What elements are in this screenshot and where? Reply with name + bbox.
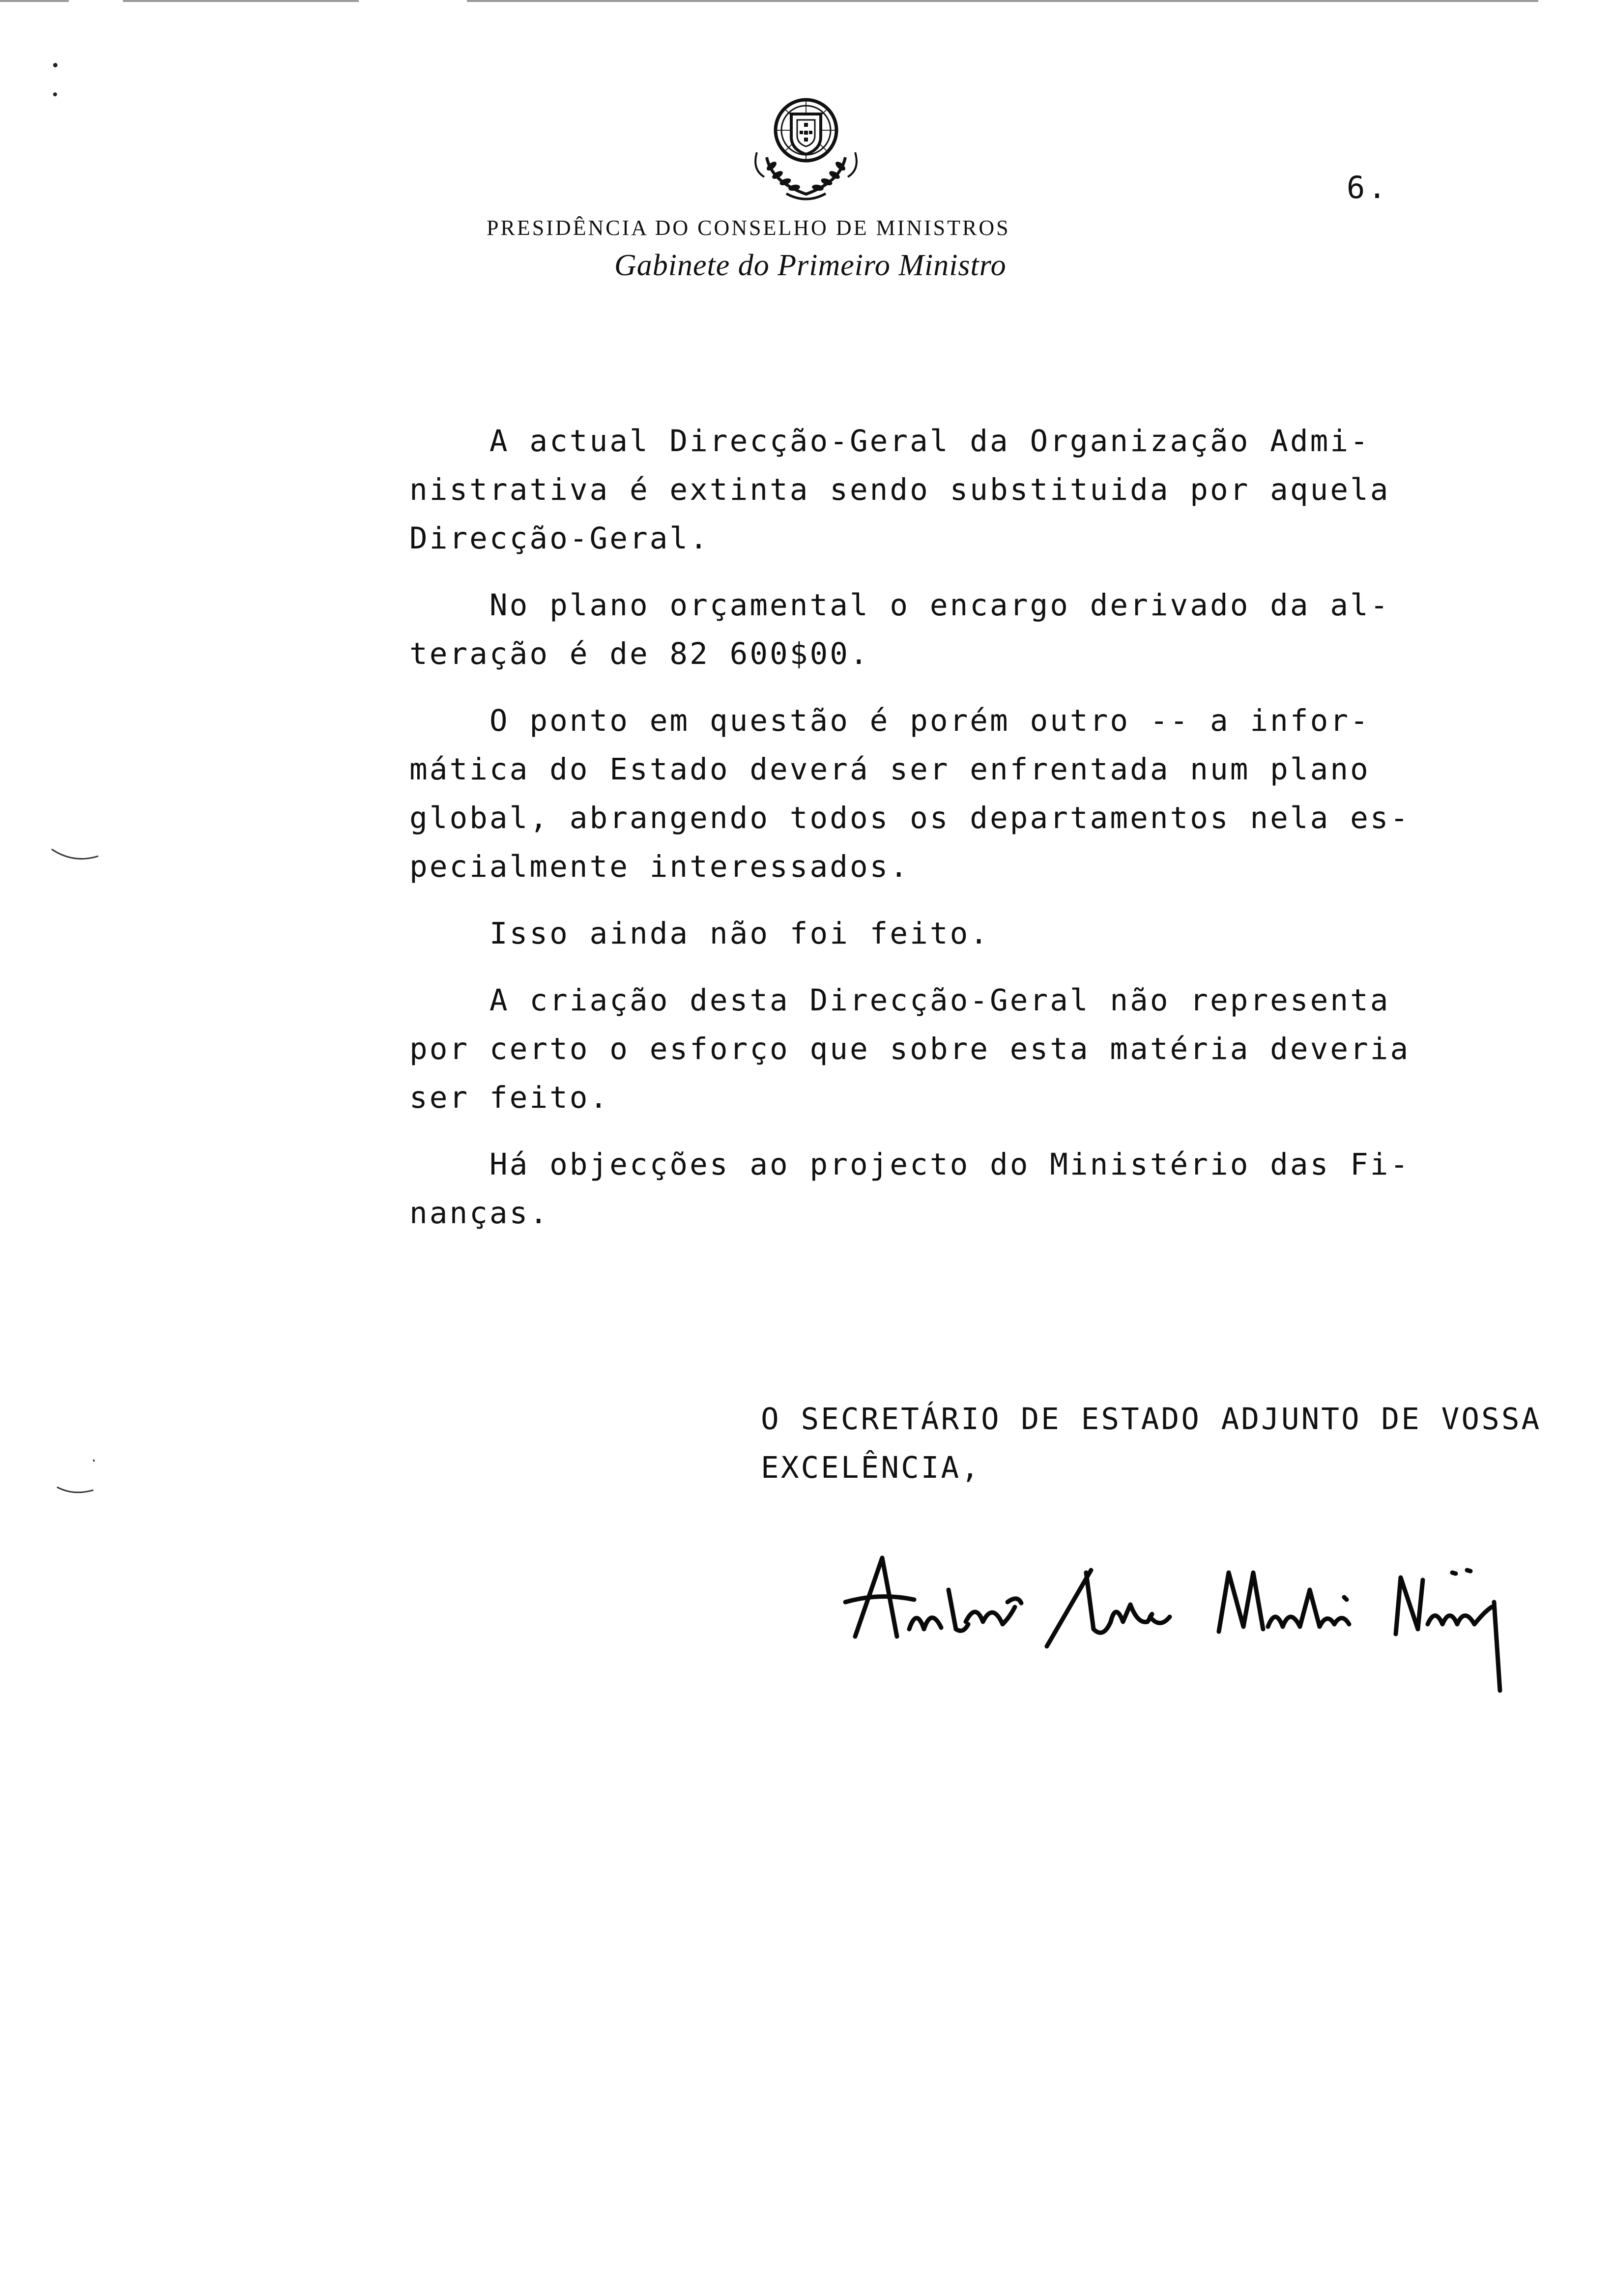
text-line: mática do Estado deverá ser enfrentada num plano — [409, 752, 1370, 787]
text-line: Isso ainda não foi feito. — [409, 916, 990, 951]
signoff-title-line: EXCELÊNCIA, — [761, 1450, 981, 1485]
text-line: nistrativa é extinta sendo substituida por aquela — [409, 472, 1390, 507]
text-line: teração é de 82 600$00. — [409, 636, 870, 671]
paragraph-5 — [409, 976, 1451, 1122]
paragraph-1 — [409, 417, 1451, 563]
text-line: pecialmente interessados. — [409, 849, 910, 884]
organization-heading: PRESIDÊNCIA DO CONSELHO DE MINISTROS — [487, 216, 1010, 240]
scan-edge-mark — [53, 63, 58, 67]
signoff-title-line: O SECRETÁRIO DE ESTADO ADJUNTO DE VOSSA — [761, 1402, 1542, 1436]
text-line: global, abrangendo todos os departamentos nela es- — [409, 801, 1410, 835]
paragraph-4 — [409, 909, 1451, 958]
scan-edge-mark — [53, 92, 57, 96]
text-line: Direcção-Geral. — [409, 521, 710, 556]
handwritten-signature — [835, 1543, 1583, 1705]
text-line: por certo o esforço que sobre esta matéria deveria — [409, 1032, 1410, 1066]
office-subheading: Gabinete do Primeiro Ministro — [614, 249, 1007, 282]
paragraph-2 — [409, 581, 1451, 678]
page-number: 6. — [1347, 170, 1389, 205]
scan-edge-line — [467, 0, 1538, 2]
text-line: ser feito. — [409, 1080, 610, 1115]
signoff-block — [761, 1395, 1541, 1492]
scan-edge-mark — [49, 845, 103, 865]
text-line: Há objecções ao projecto do Ministério das Fi- — [409, 1147, 1410, 1182]
scan-edge-line — [123, 0, 359, 2]
scan-edge-mark — [54, 1455, 98, 1499]
letter-body — [409, 417, 1451, 1256]
text-line: nanças. — [409, 1196, 550, 1231]
text-line: No plano orçamental o encargo derivado da al- — [409, 588, 1390, 623]
scan-edge-line — [0, 0, 69, 2]
text-line: A criação desta Direcção-Geral não representa — [409, 983, 1390, 1018]
portuguese-coat-of-arms-icon — [737, 84, 875, 206]
text-line: A actual Direcção-Geral da Organização Admi- — [409, 424, 1370, 459]
paragraph-6 — [409, 1140, 1451, 1237]
text-line: O ponto em questão é porém outro -- a infor- — [409, 703, 1370, 738]
paragraph-3 — [409, 696, 1451, 891]
